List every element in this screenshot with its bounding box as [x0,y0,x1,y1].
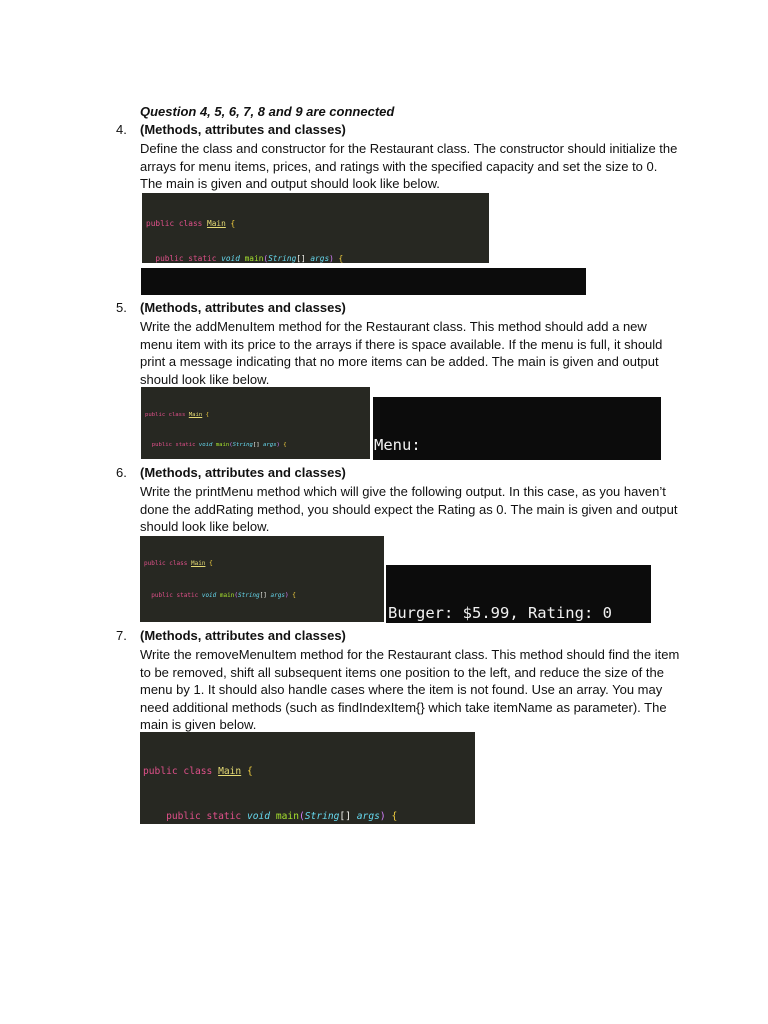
code-block-q5 [141,387,370,459]
code-line: public class Main { [146,219,236,228]
question-title: (Methods, attributes and classes) [140,465,346,480]
question-body: Define the class and constructor for the Restaurant class. The constructor should initialize the arrays for menu items, prices, and ratings with the specified capacity and set the size to 0. The main is given and output should look like below. [140,141,678,191]
console-output-q5 [373,397,661,460]
section-heading: Question 4, 5, 6, 7, 8 and 9 are connected [140,104,395,119]
code-block-q7 [140,732,475,824]
question-body: Write the addMenuItem method for the Restaurant class. This method should add a new menu item with its price to the arrays if there is space available. If the menu is full, it should print a message indicating that no more items can be added. The main is given and output should look like below. [140,319,663,387]
console-output-q4 [141,268,586,295]
code-block-q4 [142,193,489,263]
question-number: 7. [116,628,127,643]
code-line: public static void main(String[] args) { [155,253,344,263]
code-line: public static void main(String[] args) { [151,591,296,599]
question-number: 6. [116,465,127,480]
code-line: public static void main(String[] args) { [166,811,398,822]
code-block-q6 [140,536,384,622]
output-line: Burger: $5.99, Rating: 0 [388,604,612,622]
output-line: Menu: [374,436,421,454]
code-line: public class Main { [143,766,253,777]
console-output-q6 [386,565,651,623]
code-line: public static void main(String[] args) { [151,442,287,449]
question-body: Write the removeMenuItem method for the Restaurant class. This method should find the item to be removed, shift all subsequent items one position to the left, and reduce the size of the menu by 1. It should also handle cases where the item is not found. Use an array. You may need additional methods (such as findIndexItem{} which take itemName as parameter). The main is given below. [140,647,680,732]
question-number: 5. [116,300,127,315]
question-title: (Methods, attributes and classes) [140,122,346,137]
question-title: (Methods, attributes and classes) [140,628,346,643]
code-line: public class Main { [144,560,213,567]
code-line: public class Main { [145,411,210,418]
question-title: (Methods, attributes and classes) [140,300,346,315]
question-number: 4. [116,122,127,137]
question-body: Write the printMenu method which will give the following output. In this case, as you haven’t done the addRating method, you should expect the Rating as 0. The main is given and output should look like below. [140,484,678,534]
